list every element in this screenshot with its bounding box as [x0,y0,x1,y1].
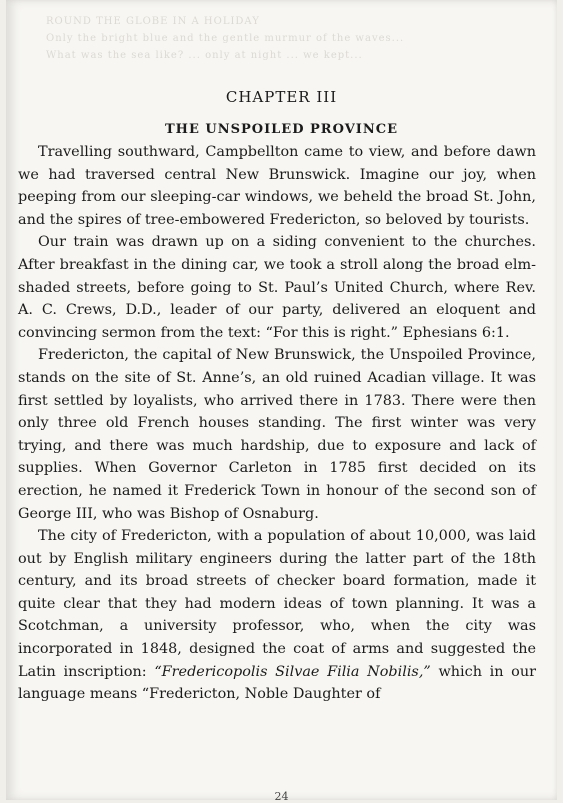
bleed-through-line: What was the sea like? ... only at night ... we kept... [46,50,363,61]
bleed-through-line: Only the bright blue and the gentle murmur of the waves... [46,33,405,44]
chapter-title: THE UNSPOILED PROVINCE [164,121,398,137]
bleed-through-line: ROUND THE GLOBE IN A HOLIDAY [46,16,260,27]
paragraph-text: which in our language means “Fredericton, Noble Daughter of [18,663,536,703]
bleed-through-text [46,16,546,67]
paragraph-text: The city of Fredericton, with a population of about 10,000, was laid out by English military engineers during the latter part of the 18th century, and its broad streets of checker board formation, made it quite clear that they had modern ideas of town planning. It was a Scotchman, a university professor, who, when the city was incorporated in 1848, designed the coat of arms and suggested the Latin inscription: [18,528,536,680]
chapter-body [18,141,536,706]
paragraph: Travelling southward, Campbellton came to view, and before dawn we had traversed central New Brunswick. Imagine our joy, when peeping from our sleeping-car windows, we beheld the broad St. John, and the spires of tree-embowered Fredericton, so beloved by tourists. [18,144,536,228]
latin-motto: “Fredericopolis Silvae Filia Nobilis,” [154,663,431,680]
page-number: 24 [274,790,289,803]
paragraph [18,525,536,706]
book-page [6,0,557,803]
chapter-number: CHAPTER III [225,88,338,107]
paragraph: Fredericton, the capital of New Brunswick, the Unspoiled Province, stands on the site of St. Anne’s, an old ruined Acadian village. It was first settled by loyalists, who arrived there in 1783. There were then only three old French houses standing. The first winter was very trying, and there was much hardship, due to exposure and lack of supplies. When Governor Carleton in 1785 first decided on its erection, he named it Frederick Town in honour of the second son of George III, who was Bishop of Osnaburg. [18,347,536,522]
paragraph: Our train was drawn up on a siding convenient to the churches. After breakfast in the dining car, we took a stroll along the broad elm-shaded streets, before going to St. Paul’s United Church, where Rev. A. C. Crews, D.D., leader of our party, delivered an eloquent and convincing sermon from the text: “For this is right.” Ephesians 6:1. [18,234,536,341]
